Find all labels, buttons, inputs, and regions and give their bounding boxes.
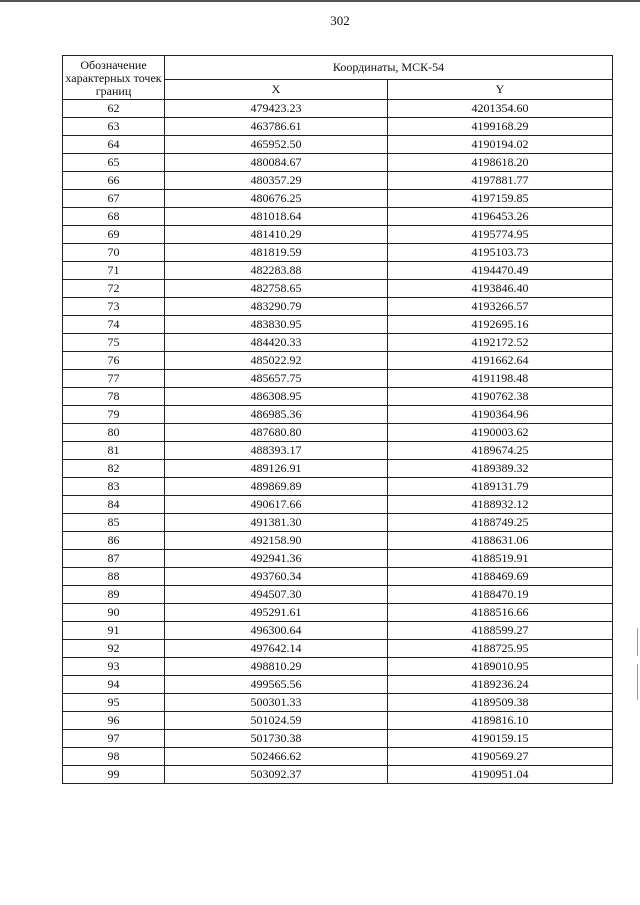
point-number-cell: 96 xyxy=(63,712,165,730)
top-border-line xyxy=(0,0,640,2)
y-coordinate-cell: 4190003.62 xyxy=(388,424,613,442)
point-designation-header: Обозначение характерных точек границ xyxy=(63,56,165,100)
x-coordinate-cell: 496300.64 xyxy=(165,622,388,640)
x-coordinate-cell: 465952.50 xyxy=(165,136,388,154)
point-number-cell: 67 xyxy=(63,190,165,208)
point-number-cell: 92 xyxy=(63,640,165,658)
y-coordinate-cell: 4190364.96 xyxy=(388,406,613,424)
y-coordinate-cell: 4188749.25 xyxy=(388,514,613,532)
point-number-cell: 65 xyxy=(63,154,165,172)
table-row xyxy=(63,694,613,712)
x-coordinate-cell: 485022.92 xyxy=(165,352,388,370)
scan-edge-mark xyxy=(637,628,638,656)
point-number-cell: 94 xyxy=(63,676,165,694)
x-column-header: X xyxy=(165,80,388,100)
x-coordinate-cell: 463786.61 xyxy=(165,118,388,136)
point-number-cell: 87 xyxy=(63,550,165,568)
point-number-cell: 68 xyxy=(63,208,165,226)
table-row xyxy=(63,496,613,514)
x-coordinate-cell: 503092.37 xyxy=(165,766,388,784)
x-coordinate-cell: 493760.34 xyxy=(165,568,388,586)
x-coordinate-cell: 488393.17 xyxy=(165,442,388,460)
x-coordinate-cell: 486308.95 xyxy=(165,388,388,406)
table-row xyxy=(63,388,613,406)
point-number-cell: 81 xyxy=(63,442,165,460)
y-coordinate-cell: 4188470.19 xyxy=(388,586,613,604)
y-coordinate-cell: 4188932.12 xyxy=(388,496,613,514)
table-row xyxy=(63,352,613,370)
y-coordinate-cell: 4194470.49 xyxy=(388,262,613,280)
x-coordinate-cell: 497642.14 xyxy=(165,640,388,658)
y-coordinate-cell: 4191198.48 xyxy=(388,370,613,388)
table-row xyxy=(63,532,613,550)
x-coordinate-cell: 500301.33 xyxy=(165,694,388,712)
y-coordinate-cell: 4196453.26 xyxy=(388,208,613,226)
x-coordinate-cell: 481018.64 xyxy=(165,208,388,226)
table-row xyxy=(63,676,613,694)
x-coordinate-cell: 494507.30 xyxy=(165,586,388,604)
x-coordinate-cell: 482758.65 xyxy=(165,280,388,298)
x-coordinate-cell: 480676.25 xyxy=(165,190,388,208)
table-row xyxy=(63,550,613,568)
coordinates-table xyxy=(62,55,613,784)
table-row xyxy=(63,172,613,190)
scan-edge-mark xyxy=(637,664,638,700)
table-row xyxy=(63,100,613,118)
x-coordinate-cell: 480357.29 xyxy=(165,172,388,190)
table-row xyxy=(63,280,613,298)
table-row xyxy=(63,298,613,316)
table-row xyxy=(63,730,613,748)
x-coordinate-cell: 489126.91 xyxy=(165,460,388,478)
header-row-top xyxy=(63,56,613,80)
y-coordinate-cell: 4189816.10 xyxy=(388,712,613,730)
table-row xyxy=(63,370,613,388)
point-number-cell: 86 xyxy=(63,532,165,550)
table-row xyxy=(63,766,613,784)
point-number-cell: 62 xyxy=(63,100,165,118)
point-number-cell: 66 xyxy=(63,172,165,190)
table-row xyxy=(63,622,613,640)
table-row xyxy=(63,568,613,586)
table-body xyxy=(63,100,613,784)
table-row xyxy=(63,154,613,172)
y-coordinate-cell: 4191662.64 xyxy=(388,352,613,370)
y-coordinate-cell: 4195103.73 xyxy=(388,244,613,262)
point-number-cell: 74 xyxy=(63,316,165,334)
x-coordinate-cell: 499565.56 xyxy=(165,676,388,694)
coordinates-group-header: Координаты, МСК-54 xyxy=(165,56,613,80)
y-coordinate-cell: 4189131.79 xyxy=(388,478,613,496)
y-coordinate-cell: 4190762.38 xyxy=(388,388,613,406)
table-row xyxy=(63,442,613,460)
point-number-cell: 80 xyxy=(63,424,165,442)
x-coordinate-cell: 481819.59 xyxy=(165,244,388,262)
table-row xyxy=(63,208,613,226)
y-coordinate-cell: 4189236.24 xyxy=(388,676,613,694)
x-coordinate-cell: 481410.29 xyxy=(165,226,388,244)
x-coordinate-cell: 485657.75 xyxy=(165,370,388,388)
table-row xyxy=(63,244,613,262)
point-number-cell: 69 xyxy=(63,226,165,244)
x-coordinate-cell: 498810.29 xyxy=(165,658,388,676)
table-row xyxy=(63,478,613,496)
point-number-cell: 99 xyxy=(63,766,165,784)
y-coordinate-cell: 4193266.57 xyxy=(388,298,613,316)
point-number-cell: 91 xyxy=(63,622,165,640)
y-coordinate-cell: 4188725.95 xyxy=(388,640,613,658)
y-column-header: Y xyxy=(388,80,613,100)
y-coordinate-cell: 4188631.06 xyxy=(388,532,613,550)
table-row xyxy=(63,640,613,658)
table-row xyxy=(63,604,613,622)
y-coordinate-cell: 4188519.91 xyxy=(388,550,613,568)
y-coordinate-cell: 4189010.95 xyxy=(388,658,613,676)
table-row xyxy=(63,658,613,676)
x-coordinate-cell: 484420.33 xyxy=(165,334,388,352)
x-coordinate-cell: 480084.67 xyxy=(165,154,388,172)
x-coordinate-cell: 502466.62 xyxy=(165,748,388,766)
point-number-cell: 75 xyxy=(63,334,165,352)
table-row xyxy=(63,334,613,352)
x-coordinate-cell: 483290.79 xyxy=(165,298,388,316)
x-coordinate-cell: 491381.30 xyxy=(165,514,388,532)
point-number-cell: 76 xyxy=(63,352,165,370)
point-number-cell: 77 xyxy=(63,370,165,388)
x-coordinate-cell: 495291.61 xyxy=(165,604,388,622)
y-coordinate-cell: 4195774.95 xyxy=(388,226,613,244)
point-number-cell: 88 xyxy=(63,568,165,586)
x-coordinate-cell: 487680.80 xyxy=(165,424,388,442)
x-coordinate-cell: 486985.36 xyxy=(165,406,388,424)
x-coordinate-cell: 501024.59 xyxy=(165,712,388,730)
point-number-cell: 79 xyxy=(63,406,165,424)
y-coordinate-cell: 4188516.66 xyxy=(388,604,613,622)
y-coordinate-cell: 4189389.32 xyxy=(388,460,613,478)
point-number-cell: 95 xyxy=(63,694,165,712)
table-row xyxy=(63,118,613,136)
table-row xyxy=(63,586,613,604)
point-number-cell: 93 xyxy=(63,658,165,676)
point-number-cell: 78 xyxy=(63,388,165,406)
table-header xyxy=(63,56,613,100)
table-row xyxy=(63,406,613,424)
point-number-cell: 63 xyxy=(63,118,165,136)
table-row xyxy=(63,226,613,244)
table-row xyxy=(63,262,613,280)
y-coordinate-cell: 4198618.20 xyxy=(388,154,613,172)
page-number: 302 xyxy=(330,13,350,28)
y-coordinate-cell: 4193846.40 xyxy=(388,280,613,298)
point-number-cell: 83 xyxy=(63,478,165,496)
y-coordinate-cell: 4192172.52 xyxy=(388,334,613,352)
y-coordinate-cell: 4189674.25 xyxy=(388,442,613,460)
x-coordinate-cell: 490617.66 xyxy=(165,496,388,514)
table-row xyxy=(63,136,613,154)
point-number-cell: 85 xyxy=(63,514,165,532)
y-coordinate-cell: 4197881.77 xyxy=(388,172,613,190)
point-number-cell: 98 xyxy=(63,748,165,766)
x-coordinate-cell: 482283.88 xyxy=(165,262,388,280)
point-number-cell: 97 xyxy=(63,730,165,748)
point-number-cell: 90 xyxy=(63,604,165,622)
y-coordinate-cell: 4190159.15 xyxy=(388,730,613,748)
table-row xyxy=(63,190,613,208)
y-coordinate-cell: 4188469.69 xyxy=(388,568,613,586)
y-coordinate-cell: 4188599.27 xyxy=(388,622,613,640)
y-coordinate-cell: 4190569.27 xyxy=(388,748,613,766)
y-coordinate-cell: 4197159.85 xyxy=(388,190,613,208)
point-number-cell: 82 xyxy=(63,460,165,478)
y-coordinate-cell: 4190194.02 xyxy=(388,136,613,154)
point-number-cell: 64 xyxy=(63,136,165,154)
y-coordinate-cell: 4192695.16 xyxy=(388,316,613,334)
x-coordinate-cell: 479423.23 xyxy=(165,100,388,118)
table-row xyxy=(63,316,613,334)
x-coordinate-cell: 492941.36 xyxy=(165,550,388,568)
point-number-cell: 73 xyxy=(63,298,165,316)
x-coordinate-cell: 501730.38 xyxy=(165,730,388,748)
table-row xyxy=(63,424,613,442)
x-coordinate-cell: 489869.89 xyxy=(165,478,388,496)
y-coordinate-cell: 4199168.29 xyxy=(388,118,613,136)
x-coordinate-cell: 492158.90 xyxy=(165,532,388,550)
y-coordinate-cell: 4190951.04 xyxy=(388,766,613,784)
table-row xyxy=(63,460,613,478)
table-row xyxy=(63,514,613,532)
point-number-cell: 84 xyxy=(63,496,165,514)
y-coordinate-cell: 4189509.38 xyxy=(388,694,613,712)
table-row xyxy=(63,748,613,766)
table-row xyxy=(63,712,613,730)
point-number-cell: 89 xyxy=(63,586,165,604)
x-coordinate-cell: 483830.95 xyxy=(165,316,388,334)
point-number-cell: 71 xyxy=(63,262,165,280)
point-number-cell: 70 xyxy=(63,244,165,262)
point-number-cell: 72 xyxy=(63,280,165,298)
y-coordinate-cell: 4201354.60 xyxy=(388,100,613,118)
